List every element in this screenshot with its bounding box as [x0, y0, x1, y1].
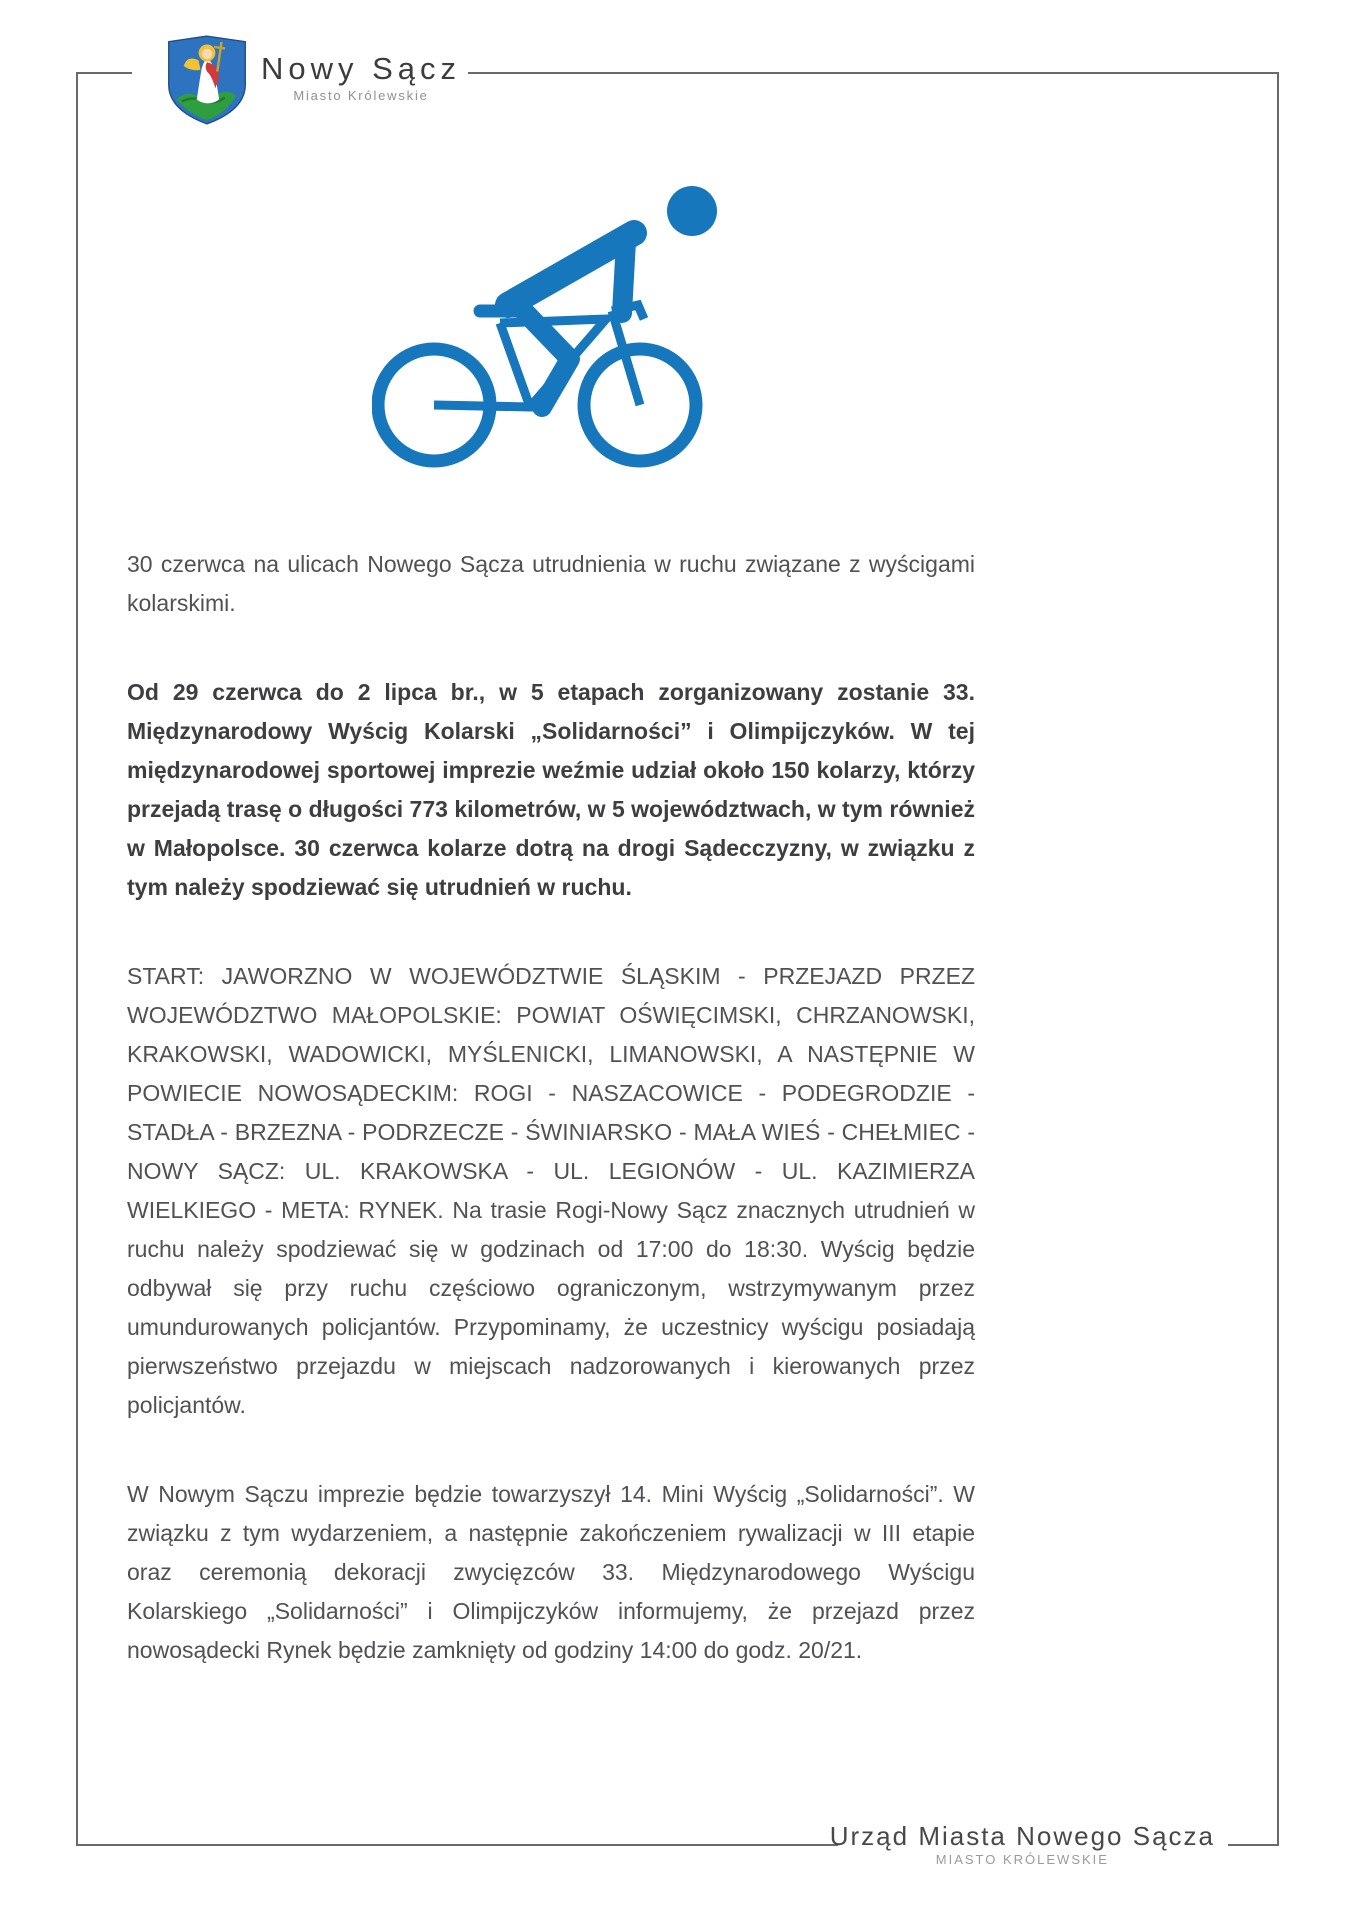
paragraph-race-overview: Od 29 czerwca do 2 lipca br., w 5 etapach zorganizowany zostanie 33. Międzynarodowy Wyścig Kolarski „Solidarności” i Olimpijczyków. W tej międzynarodowej sportowej imprezie weźmie udział około 150 kolarzy, którzy przejadą trasę o długości 773 kilometrów, w 5 województwach, w tym również w Małopolsce. 30 czerwca kolarze dotrą na drogi Sądecczyzny, w związku z tym należy spodziewać się utrudnień w ruchu. — [127, 679, 975, 900]
paragraph-mini-race: W Nowym Sączu imprezie będzie towarzyszył 14. Mini Wyścig „Solidarności”. W związku z tym wydarzeniem, a następnie zakończeniem rywalizacji w III etapie oraz ceremonią dekoracji zwycięzców 33. Międzynarodowego Wyścigu Kolarskiego „Solidarności” i Olimpijczyków informujemy, że przejazd przez nowosądecki Rynek będzie zamknięty od godziny 14:00 do godz. 20/21. — [127, 1481, 975, 1663]
cyclist-icon — [372, 160, 732, 472]
frame-left-border — [76, 72, 78, 1846]
paragraph-intro: 30 czerwca na ulicach Nowego Sącza utrudnienia w ruchu związane z wyścigami kolarskimi. — [127, 551, 975, 616]
header-city-block — [256, 52, 466, 103]
frame-top-left-segment — [76, 72, 132, 74]
paragraph-route: START: JAWORZNO W WOJEWÓDZTWIE ŚLĄSKIM - PRZEJAZD PRZEZ WOJEWÓDZTWO MAŁOPOLSKIE: POWIAT OŚWIĘCIMSKI, CHRZANOWSKI, KRAKOWSKI, WADOWICKI, MYŚLENICKI, LIMANOWSKI, A NASTĘPNIE W POWIECIE NOWOSĄDECKIM: ROGI - NASZACOWICE - PODEGRODZIE - STADŁA - BRZEZNA - PODRZECZE - ŚWINIARSKO - MAŁA WIEŚ - CHEŁMIEC - NOWY SĄCZ: UL. KRAKOWSKA - UL. LEGIONÓW - UL. KAZIMIERZA WIELKIEGO - META: RYNEK. Na trasie Rogi-Nowy Sącz znacznych utrudnień w ruchu należy spodziewać się w godzinach od 17:00 do 18:30. Wyścig będzie odbywał się przy ruchu częściowo ograniczonym, wstrzymywanym przez umundurowanych policjantów. Przypominamy, że uczestnicy wyścigu posiadają pierwszeństwo przejazdu w miejscach nadzorowanych i kierowanych przez policjantów. — [127, 963, 975, 1418]
frame-top-right-segment — [468, 72, 1279, 74]
footer-office-title: Urząd Miasta Nowego Sącza — [829, 1821, 1215, 1851]
city-title: Nowy Sącz — [260, 51, 462, 86]
footer-office-subtitle: MIASTO KRÓLEWSKIE — [935, 1852, 1109, 1867]
frame-bottom-right-segment — [1228, 1844, 1279, 1846]
frame-bottom-left-segment — [76, 1844, 838, 1846]
nowy-sacz-coat-of-arms-icon — [165, 34, 249, 126]
frame-right-border — [1277, 72, 1279, 1846]
footer-office-block — [830, 1822, 1215, 1867]
city-subtitle: Miasto Królewskie — [293, 88, 429, 103]
article-body — [127, 545, 975, 1720]
